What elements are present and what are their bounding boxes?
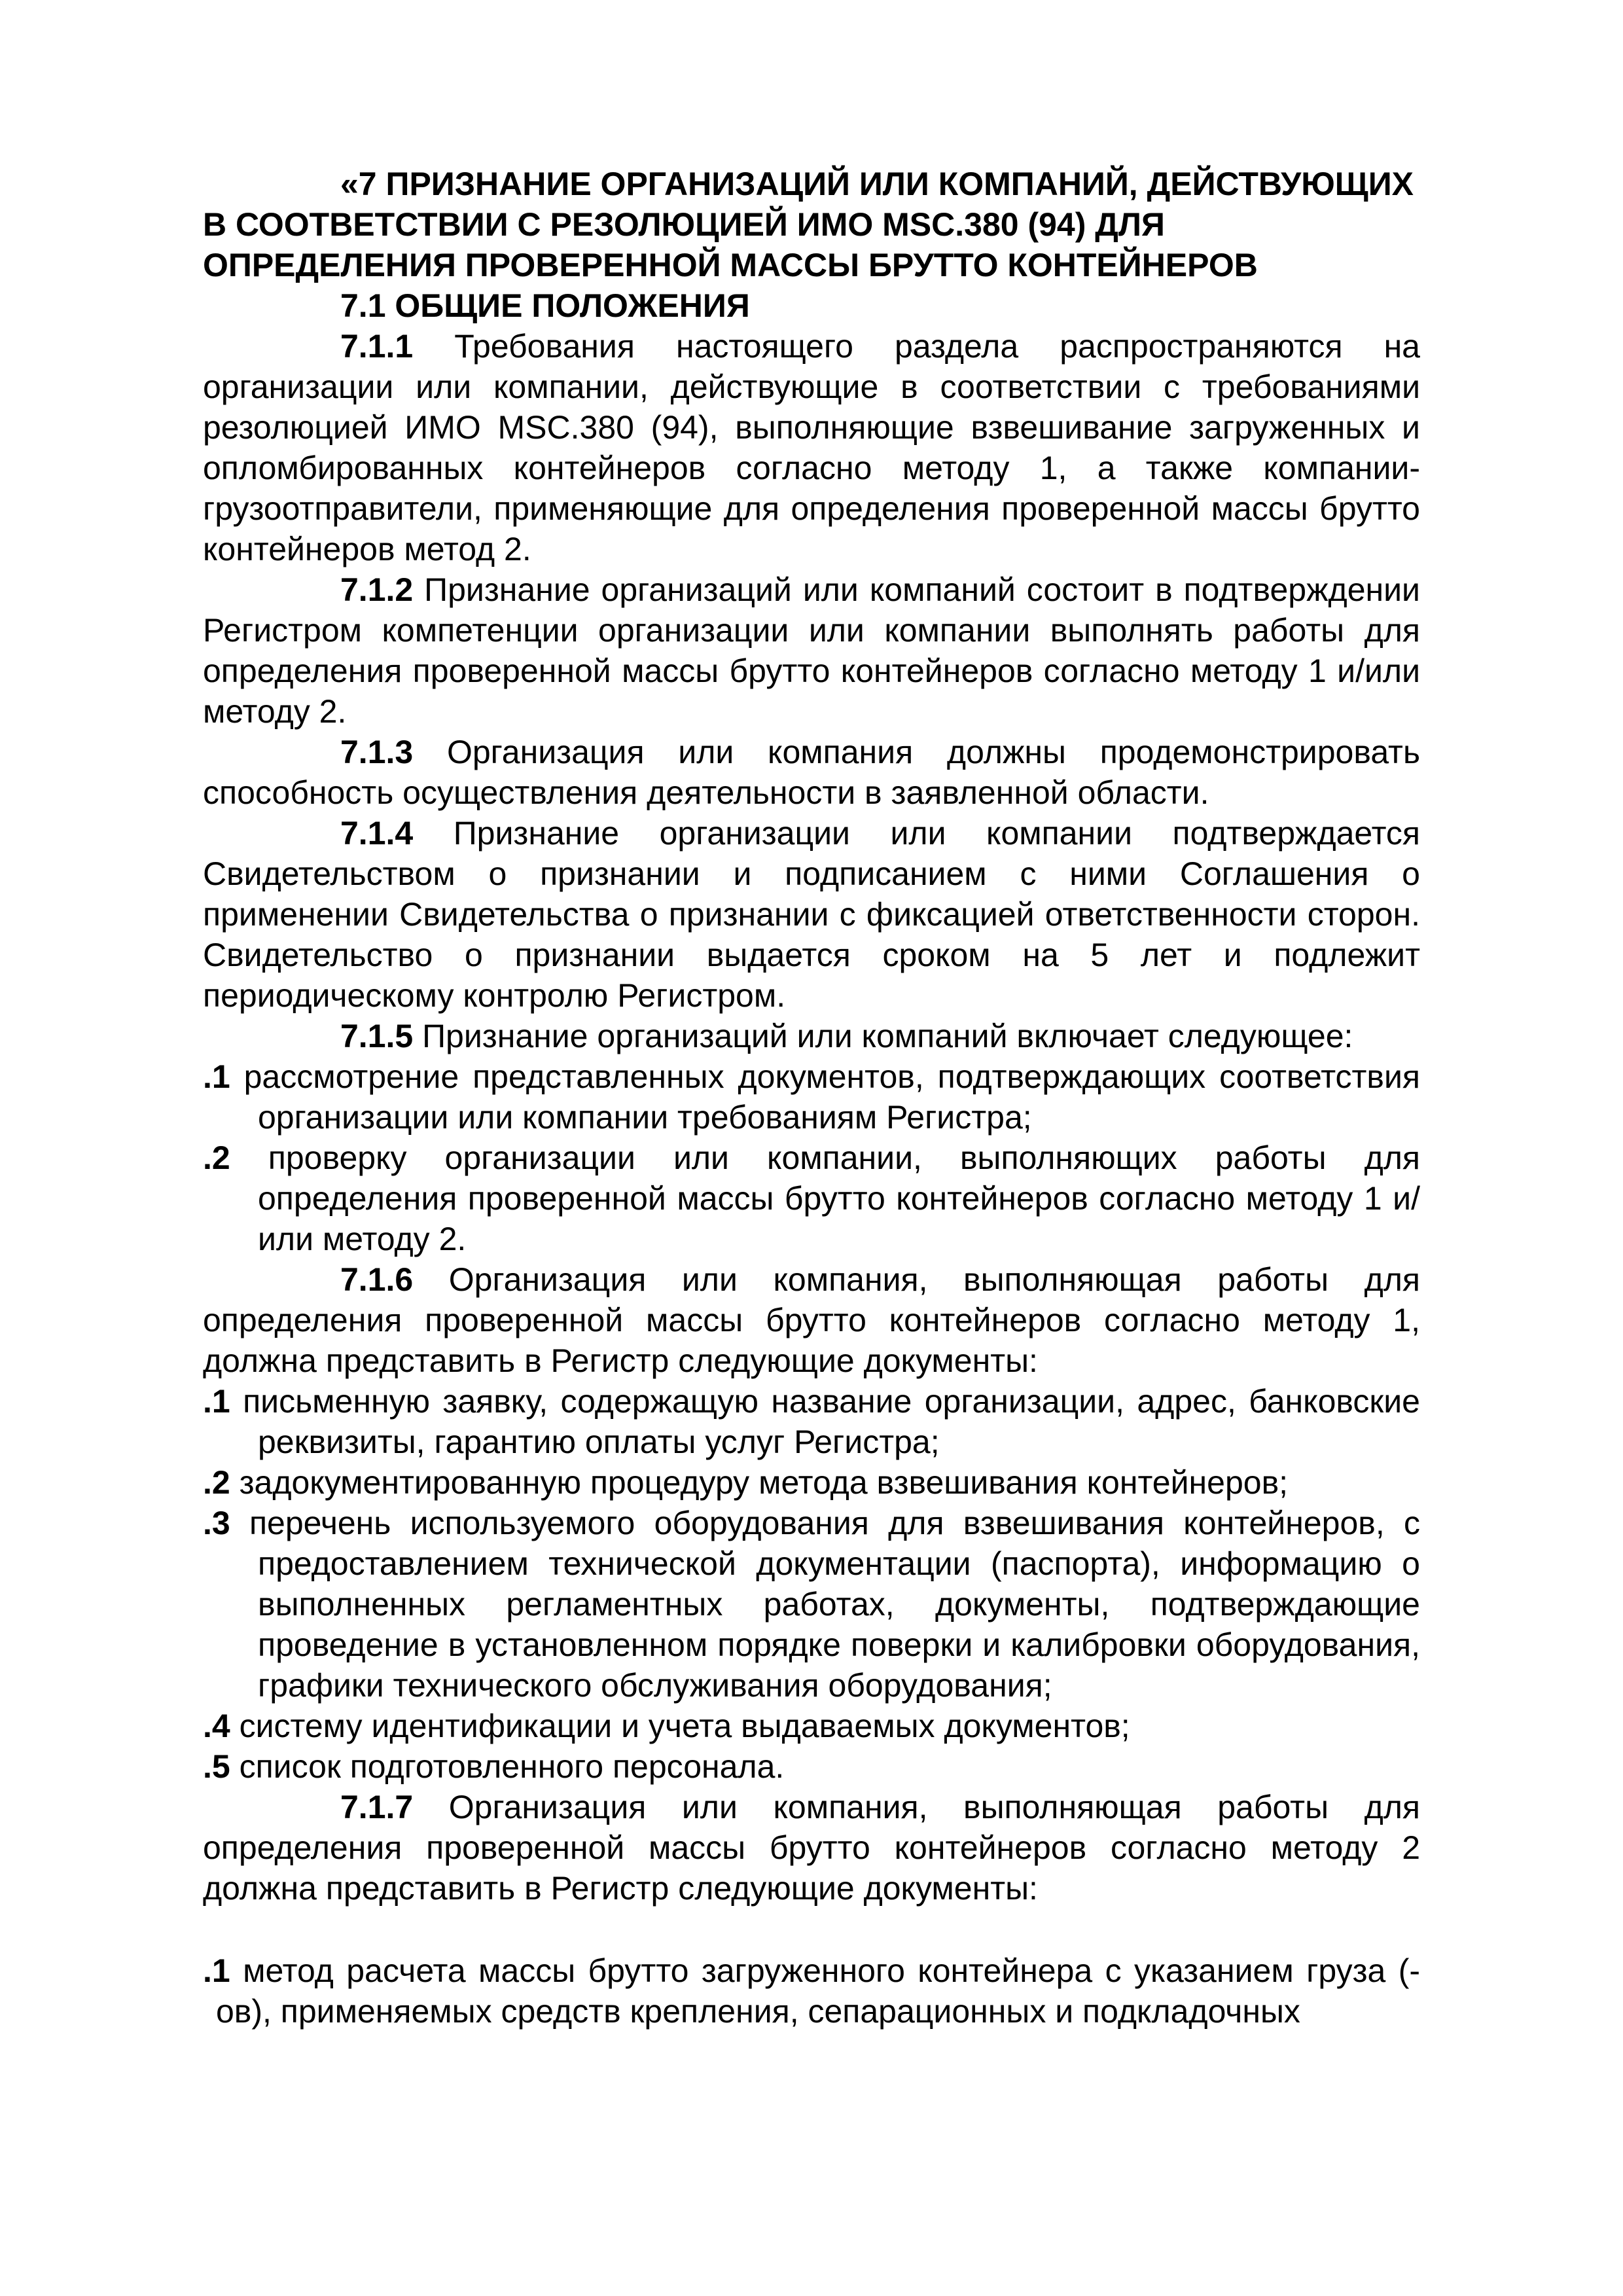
list-item-text: проверку организации или компании, выполняющих работы для определения проверенной массы брутто контейнеров согласно методу 1 и/или методу 2.: [230, 1139, 1420, 1257]
list-item-text: письменную заявку, содержащую название организации, адрес, банковские реквизиты, гарантию оплаты услуг Регистра;: [230, 1383, 1420, 1460]
list-item: [203, 1056, 1420, 1138]
list-item: [203, 1381, 1420, 1462]
list-item-number: .2: [203, 1139, 230, 1176]
list-item-text: рассмотрение представленных документов, подтверждающих соответствия организации или компании требованиям Регистра;: [230, 1058, 1420, 1136]
list-item: [203, 1746, 1420, 1787]
section-heading: «7 ПРИЗНАНИЕ ОРГАНИЗАЦИЙ ИЛИ КОМПАНИЙ, ДЕЙСТВУЮЩИХ В СООТВЕТСТВИИ С РЕЗОЛЮЦИЕЙ ИМО MSC.380 (94) ДЛЯ ОПРЕДЕЛЕНИЯ ПРОВЕРЕННОЙ МАССЫ БРУТТО КОНТЕЙНЕРОВ: [203, 166, 1414, 283]
list-item-number: .4: [203, 1708, 230, 1744]
list-item-text: задокументированную процедуру метода взвешивания контейнеров;: [230, 1464, 1289, 1501]
list-item: [203, 1503, 1420, 1706]
list-item-text: метод расчета массы брутто загруженного контейнера с указанием груза (-ов), применяемых средств крепления, сепарационных и подкладочных: [216, 1952, 1420, 2030]
paragraph-text: Требования настоящего раздела распространяются на организации или компании, действующие в соответствии с требованиями резолюцией ИМО MSC.380 (94), выполняющие взвешивание загруженных и опломбированных контейнеров согласно методу 1, а также компании-грузоотправители, применяющие для определения проверенной массы брутто контейнеров метод 2.: [203, 328, 1420, 567]
paragraph-number: 7.1.4: [340, 815, 414, 852]
paragraph-text: Организация или компания, выполняющая работы для определения проверенной массы брутто контейнеров согласно методу 1, должна представить в Регистр следующие документы:: [203, 1261, 1420, 1379]
list-item: [203, 1706, 1420, 1746]
list-item-number: .1: [203, 1952, 230, 1989]
paragraph-number: 7.1.5: [340, 1018, 414, 1054]
list-item: [203, 1950, 1420, 2032]
list-item-text: перечень используемого оборудования для взвешивания контейнеров, с предоставлением технической документации (паспорта), информацию о выполненных регламентных работах, документы, подтверждающие проведение в установленном порядке поверки и калибровки оборудования, графики технического обслуживания оборудования;: [230, 1505, 1420, 1704]
list-item: [203, 1462, 1420, 1503]
document-body: [203, 164, 1420, 2032]
paragraph-number: 7.1.2: [340, 571, 414, 608]
list-item-text: список подготовленного персонала.: [230, 1748, 785, 1785]
paragraph-text: Признание организаций или компаний включает следующее:: [413, 1018, 1353, 1054]
list-item-text: систему идентификации и учета выдаваемых документов;: [230, 1708, 1130, 1744]
paragraph-7-1-6: [203, 1259, 1420, 1381]
list-item-number: .2: [203, 1464, 230, 1501]
list-item-number: .5: [203, 1748, 230, 1785]
paragraph-7-1-2: [203, 569, 1420, 732]
list-item-number: .1: [203, 1058, 230, 1095]
paragraph-7-1-7: [203, 1787, 1420, 1909]
paragraph-text: Организация или компания, выполняющая работы для определения проверенной массы брутто контейнеров согласно методу 2 должна представить в Регистр следующие документы:: [203, 1789, 1420, 1907]
paragraph-7-1-3: [203, 732, 1420, 813]
list-item: [203, 1138, 1420, 1259]
paragraph-number: 7.1.3: [340, 734, 414, 770]
subsection-heading: 7.1 ОБЩИЕ ПОЛОЖЕНИЯ: [340, 287, 750, 324]
paragraph-text: Признание организации или компании подтверждается Свидетельством о признании и подписанием с ними Соглашения о применении Свидетельства о признании с фиксацией ответственности сторон. Свидетельство о признании выдается сроком на 5 лет и подлежит периодическому контролю Регистром.: [203, 815, 1420, 1014]
paragraph-7-1-4: [203, 813, 1420, 1016]
paragraph-number: 7.1.1: [340, 328, 414, 365]
list-item-number: .1: [203, 1383, 230, 1420]
paragraph-7-1-5: [203, 1016, 1420, 1056]
paragraph-text: Организация или компания должны продемонстрировать способность осуществления деятельности в заявленной области.: [203, 734, 1420, 811]
paragraph-number: 7.1.6: [340, 1261, 414, 1298]
list-item-number: .3: [203, 1505, 230, 1541]
paragraph-number: 7.1.7: [340, 1789, 414, 1825]
paragraph-7-1-1: [203, 326, 1420, 569]
paragraph-text: Признание организаций или компаний состоит в подтверждении Регистром компетенции организации или компании выполнять работы для определения проверенной массы брутто контейнеров согласно методу 1 и/или методу 2.: [203, 571, 1420, 730]
